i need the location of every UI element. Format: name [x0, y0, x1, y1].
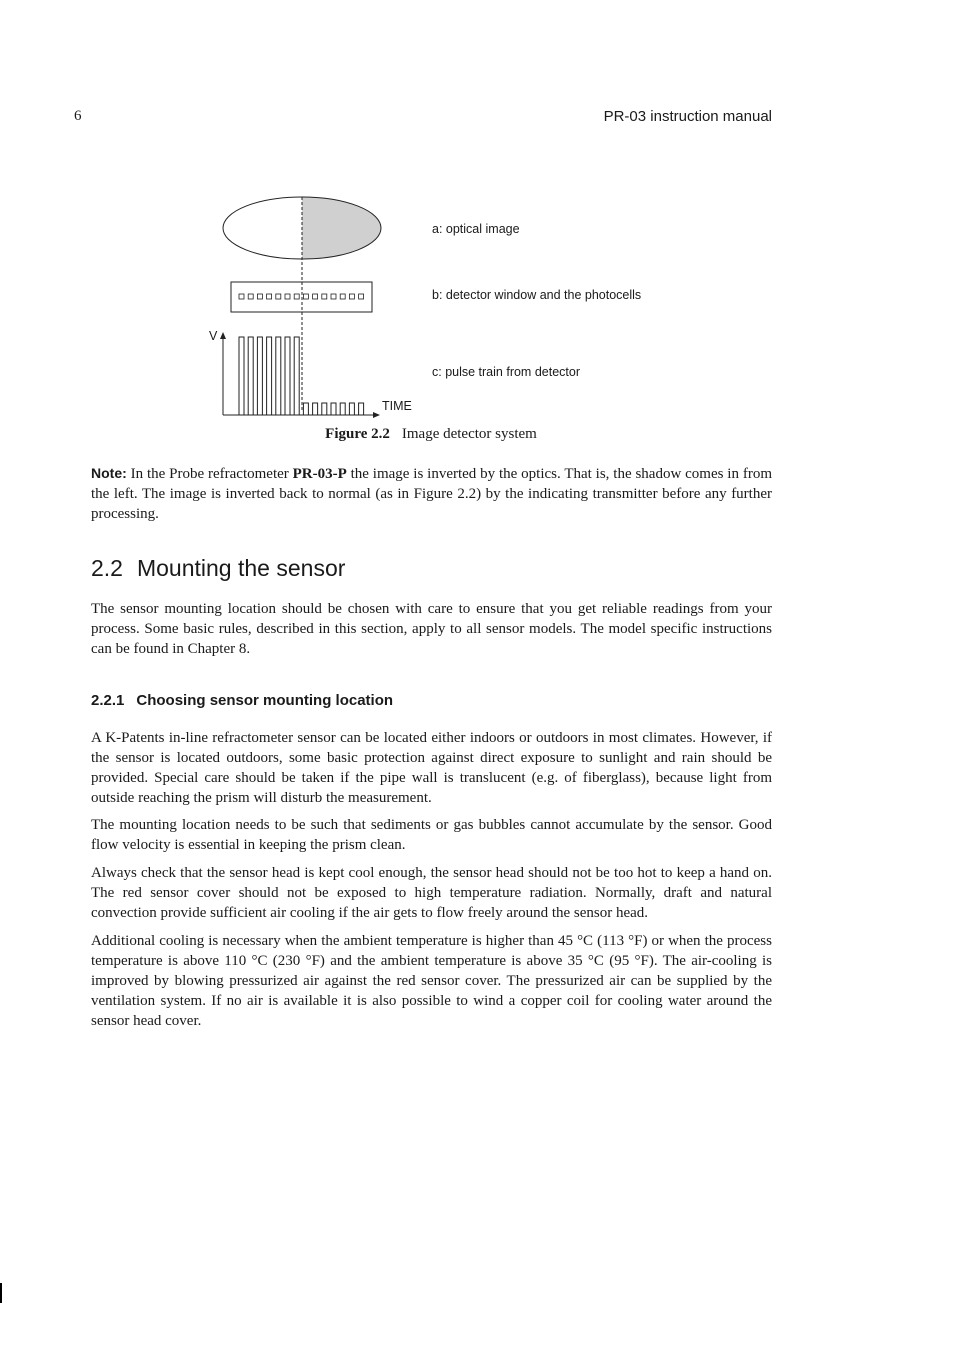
- photocell: [285, 294, 290, 299]
- photocell: [248, 294, 253, 299]
- photocell: [359, 294, 364, 299]
- page-number: 6: [74, 108, 82, 124]
- paragraph-text: Always check that the sensor head is kept cool enough, the sensor head should not be too hot to keep a hand on. The red sensor cover should not be exposed to high temperature radiation. Normally, draft and natural convection provide sufficient air cooling if the air gets to flow freely around the sensor head.: [91, 865, 772, 921]
- photocell: [267, 294, 272, 299]
- figure-caption: [0, 426, 862, 443]
- pulse: [340, 403, 345, 415]
- photocell: [322, 294, 327, 299]
- subsection-title: Choosing sensor mounting location: [136, 692, 394, 709]
- photocell: [349, 294, 354, 299]
- pulse: [267, 337, 272, 415]
- photocell: [294, 294, 299, 299]
- running-title: PR-03 instruction manual: [603, 108, 772, 125]
- figure-caption-text: Image detector system: [401, 426, 537, 442]
- subsection-number: 2.2.1: [91, 692, 125, 709]
- image-detector-figure: [200, 190, 680, 420]
- axis-time-label: TIME: [382, 399, 412, 413]
- photocell: [340, 294, 345, 299]
- pulse: [239, 337, 244, 415]
- pulse: [349, 403, 354, 415]
- pulse: [359, 403, 364, 415]
- figure-number: Figure 2.2: [325, 426, 390, 442]
- paragraph-text: The mounting location needs to be such that sediments or gas bubbles cannot accumulate by the sensor. Good flow velocity is essential in keeping the prism clean.: [91, 817, 772, 853]
- note-label: Note:: [91, 465, 127, 481]
- label-pulse-train: c: pulse train from detector: [432, 365, 580, 379]
- photocell: [303, 294, 308, 299]
- pulse: [322, 403, 327, 415]
- section-title: Mounting the sensor: [136, 555, 346, 581]
- axis-v-label: V: [209, 329, 218, 343]
- paragraph-text: A K-Patents in-line refractometer sensor can be located either indoors or outdoors in most climates. However, if the sensor is located outdoors, some basic protection against direct exposure to sunlight and rain should be provided. Special care should be taken if the pipe wall is translucent (e.g. of fiberglass), because light from outside reaching the prism will disturb the measurement.: [91, 730, 772, 806]
- pulse-train: [239, 337, 364, 415]
- subsection-paragraph-4: [91, 931, 772, 1031]
- pulse: [303, 403, 308, 415]
- subsection-paragraph-3: [91, 863, 772, 923]
- section-intro: [91, 599, 772, 659]
- label-optical-image: a: optical image: [432, 222, 520, 236]
- subsection-paragraph-2: [91, 815, 772, 855]
- label-detector-window: b: detector window and the photocells: [432, 288, 642, 302]
- note-text-after: the image is inverted by the optics. That is, the shadow comes in from the left. The image is inverted back to normal (as in Figure 2.2) by the indicating transmitter before any further processing.: [91, 466, 772, 522]
- note-model: PR-03-P: [292, 466, 347, 482]
- section-intro-text: The sensor mounting location should be chosen with care to ensure that you get reliable readings from your process. Some basic rules, described in this section, apply to all sensor models. The model specific instructions can be found in Chapter 8.: [91, 601, 772, 657]
- margin-mark: [0, 1283, 2, 1303]
- pulse: [257, 337, 262, 415]
- photocell: [331, 294, 336, 299]
- section-number: 2.2: [91, 555, 123, 581]
- section-heading: [91, 555, 345, 582]
- note-paragraph: [91, 463, 772, 524]
- photocell: [313, 294, 318, 299]
- photocell: [257, 294, 262, 299]
- pulse: [313, 403, 318, 415]
- subsection-heading: [91, 692, 393, 709]
- time-axis-arrow: [373, 412, 380, 418]
- photocell: [239, 294, 244, 299]
- pulse: [294, 337, 299, 415]
- subsection-paragraph-1: [91, 728, 772, 808]
- pulse: [276, 337, 281, 415]
- pulse: [285, 337, 290, 415]
- v-axis-arrow: [220, 332, 226, 339]
- pulse: [248, 337, 253, 415]
- photocell: [276, 294, 281, 299]
- paragraph-text: Additional cooling is necessary when the ambient temperature is higher than 45 °C (113 °F) or when the process temperature is above 110 °C (230 °F) and the ambient temperature is above 35 °C (95 °F). The air-cooling is improved by blowing pressurized air against the red sensor cover. The pressurized air can be supplied by the ventilation system. If no air is available it is also possible to wind a copper coil for cooling water around the sensor head cover.: [91, 933, 772, 1029]
- pulse: [331, 403, 336, 415]
- note-text-before: In the Probe refractometer: [126, 466, 293, 482]
